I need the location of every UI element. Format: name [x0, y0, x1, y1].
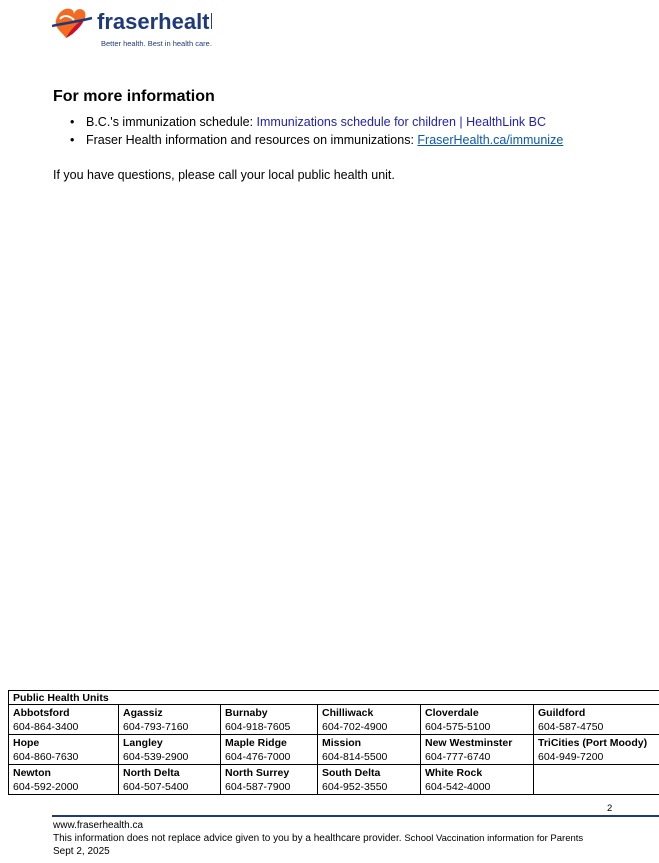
unit-phone: 604-476-7000: [225, 751, 291, 763]
table-row: [9, 705, 659, 735]
table-title: Public Health Units: [9, 691, 659, 705]
unit-phone: 604-777-6740: [425, 751, 491, 763]
unit-name: Abbotsford: [13, 707, 70, 719]
unit-cell: [534, 735, 659, 765]
questions-text: If you have questions, please call your local public health unit.: [53, 168, 395, 182]
unit-cell: [318, 765, 421, 795]
fraser-health-logo-mark: [52, 4, 212, 50]
unit-name: North Delta: [123, 767, 180, 779]
unit-cell: [221, 735, 318, 765]
unit-phone: 604-702-4900: [322, 721, 388, 733]
unit-cell: [9, 705, 119, 735]
unit-phone: 604-918-7605: [225, 721, 291, 733]
unit-phone: 604-864-3400: [13, 721, 79, 733]
unit-phone: 604-539-2900: [123, 751, 189, 763]
info-list: [70, 113, 563, 149]
unit-name: Maple Ridge: [225, 737, 287, 749]
unit-name: Mission: [322, 737, 362, 749]
unit-cell: [421, 765, 534, 795]
unit-phone: 604-507-5400: [123, 781, 189, 793]
unit-phone: 604-949-7200: [538, 751, 604, 763]
empty-cell: [534, 765, 659, 795]
unit-cell: [221, 705, 318, 735]
unit-cell: [119, 735, 221, 765]
unit-name: TriCities (Port Moody): [538, 737, 648, 749]
fraserhealth-immunize-link[interactable]: FraserHealth.ca/immunize: [417, 133, 564, 147]
unit-phone: 604-860-7630: [13, 751, 79, 763]
list-item: [70, 113, 563, 131]
footer-disclaimer: This information does not replace advice given to you by a healthcare provider.: [53, 833, 402, 844]
bullet-prefix: B.C.'s immunization schedule:: [86, 115, 257, 129]
unit-name: Guildford: [538, 707, 586, 719]
unit-cell: [534, 705, 659, 735]
unit-name: Chilliwack: [322, 707, 374, 719]
table-row: [9, 765, 659, 795]
footer-divider: [52, 815, 659, 817]
unit-cell: [119, 705, 221, 735]
unit-name: Hope: [13, 737, 40, 749]
unit-cell: [221, 765, 318, 795]
unit-cell: [119, 765, 221, 795]
svg-text:fraserhealth: fraserhealth: [97, 9, 212, 34]
fraser-health-logo: [52, 4, 212, 50]
unit-name: Newton: [13, 767, 51, 779]
footer-doc-title: School Vaccination information for Parents: [404, 833, 584, 844]
list-item: [70, 131, 563, 149]
unit-phone: 604-542-4000: [425, 781, 491, 793]
unit-phone: 604-575-5100: [425, 721, 491, 733]
unit-cell: [318, 705, 421, 735]
bullet-prefix: Fraser Health information and resources on immunizations:: [86, 133, 418, 147]
unit-phone: 604-592-2000: [13, 781, 79, 793]
table-row: [9, 735, 659, 765]
page-number: 2: [607, 803, 613, 814]
unit-cell: [9, 735, 119, 765]
unit-phone: 604-793-7160: [123, 721, 189, 733]
unit-name: White Rock: [425, 767, 483, 779]
unit-name: Cloverdale: [425, 707, 479, 719]
unit-cell: [421, 735, 534, 765]
footer-date: Sept 2, 2025: [53, 846, 110, 857]
unit-phone: 604-814-5500: [322, 751, 388, 763]
unit-name: Langley: [123, 737, 163, 749]
unit-phone: 604-952-3550: [322, 781, 388, 793]
unit-name: Burnaby: [225, 707, 268, 719]
public-health-units-table: [8, 690, 659, 795]
unit-phone: 604-587-7900: [225, 781, 291, 793]
unit-cell: [9, 765, 119, 795]
unit-cell: [318, 735, 421, 765]
unit-name: New Westminster: [425, 737, 513, 749]
unit-name: North Surrey: [225, 767, 290, 779]
unit-phone: 604-587-4750: [538, 721, 604, 733]
svg-text:Better health. Best in health: Better health. Best in health care.: [101, 39, 212, 48]
unit-name: South Delta: [322, 767, 381, 779]
footer-website[interactable]: www.fraserhealth.ca: [53, 820, 144, 831]
page-footer: [53, 819, 583, 858]
section-heading: For more information: [53, 88, 215, 105]
unit-cell: [421, 705, 534, 735]
healthlink-link[interactable]: Immunizations schedule for children | HealthLink BC: [256, 115, 547, 129]
footer-disclaimer-line: [53, 832, 583, 845]
unit-name: Agassiz: [123, 707, 163, 719]
